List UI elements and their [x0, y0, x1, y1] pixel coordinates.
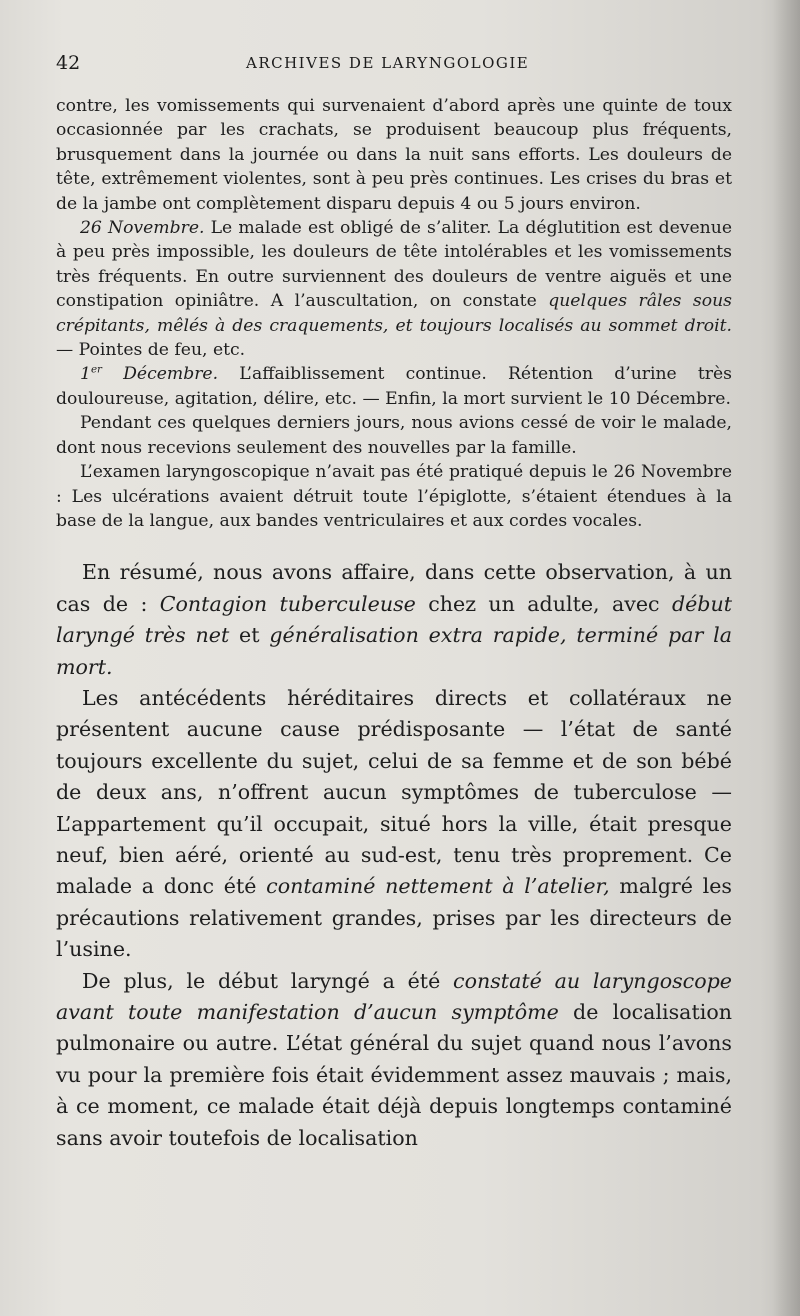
paragraph-text: De plus, le début laryngé a été	[82, 968, 454, 993]
paragraph-text: chez un adulte, avec	[415, 591, 672, 616]
date-number: 1	[80, 364, 91, 385]
paragraph	[56, 683, 732, 966]
italic-text: contaminé nettement à l’atelier,	[266, 874, 610, 899]
page-body	[56, 94, 732, 1154]
paragraph-text: — Pointes de feu, etc.	[56, 340, 246, 361]
paragraph	[56, 362, 732, 411]
italic-text: début laryngé très net	[56, 591, 733, 648]
italic-text: Contagion tuberculeuse	[159, 591, 416, 616]
italic-text: constaté au laryngoscope avant toute manifestation d’aucun symptôme	[56, 968, 732, 1024]
paragraph-text: L’affaiblissement continue. Rétention d’urine très douloureuse, agitation, délire, etc. — Enfin, la mort survient le 10 Décembre.	[56, 364, 732, 409]
paragraph	[56, 216, 732, 362]
paragraph-text: L’examen laryngoscopique n’avait pas été pratiqué depuis le 26 Novembre : Les ulcérations avaient détruit toute l’épiglotte, s’étaient étendues à la base de la langue, aux bandes ventriculaires et aux cordes vocales.	[56, 462, 732, 531]
date-month: Décembre.	[101, 364, 219, 385]
paragraph-text: et	[229, 623, 270, 648]
paragraph	[56, 460, 732, 533]
paragraph	[56, 966, 732, 1154]
date-label: 26 Novembre.	[80, 218, 205, 239]
date-superscript: er	[90, 363, 102, 376]
summary-section	[56, 557, 732, 1154]
paragraph-text: de localisation pulmonaire ou autre. L’état général du sujet quand nous l’avons vu pour la première fois était évidemment assez mauvais ; mais, à ce moment, ce malade était déjà depuis longtemps contaminé sans avoir toutefois de localisation	[56, 1000, 732, 1150]
paragraph	[56, 94, 732, 216]
paragraph	[56, 411, 732, 460]
date-label	[80, 364, 218, 384]
running-title: ARCHIVES DE LARYNGOLOGIE	[246, 54, 530, 72]
paragraph-text: Les antécédents héréditaires directs et collatéraux ne présentent aucune cause prédisposante — l’état de santé toujours excellente du sujet, celui de sa femme et de son bébé de deux ans, n’offrent aucun symptômes de tuberculose — L’appartement qu’il occupait, situé hors la ville, était presque neuf, bien aéré, orienté au sud-est, tenu très proprement. Ce malade a donc été	[56, 685, 732, 899]
page-edge-shadow	[772, 0, 800, 1316]
italic-text: quelques râles sous crépitants, mêlés à des craquements, et toujours localisés au sommet droit.	[56, 291, 732, 336]
paragraph-text: Pendant ces quelques derniers jours, nous avions cessé de voir le malade, dont nous recevions seulement des nouvelles par la famille.	[56, 413, 732, 458]
paragraph	[56, 557, 732, 683]
page-header	[56, 52, 746, 78]
paragraph-text: En résumé, nous avons affaire, dans cette observation, à un cas de :	[56, 560, 732, 616]
page-number: 42	[56, 52, 81, 74]
italic-text: généralisation extra rapide, terminé par la mort.	[56, 623, 733, 679]
observation-notes	[56, 94, 732, 533]
paragraph-text: contre, les vomissements qui survenaient d’abord après une quinte de toux occasionnée par les crachats, se produisent beaucoup plus fréquents, brusquement dans la journée ou dans la nuit sans efforts. Les douleurs de tête, extrêmement violentes, sont à peu près continues. Les crises du bras et de la jambe ont complètement disparu depuis 4 ou 5 jours environ.	[56, 96, 732, 214]
paragraph-text: Le malade est obligé de s’aliter. La déglutition est devenue à peu près impossible, les douleurs de tête intolérables et les vomissements très fréquents. En outre surviennent des douleurs de ventre aiguës et une constipation opiniâtre. A l’auscultation, on constate	[56, 218, 732, 312]
paragraph-text: malgré les précautions relativement grandes, prises par les directeurs de l’usine.	[56, 874, 733, 962]
